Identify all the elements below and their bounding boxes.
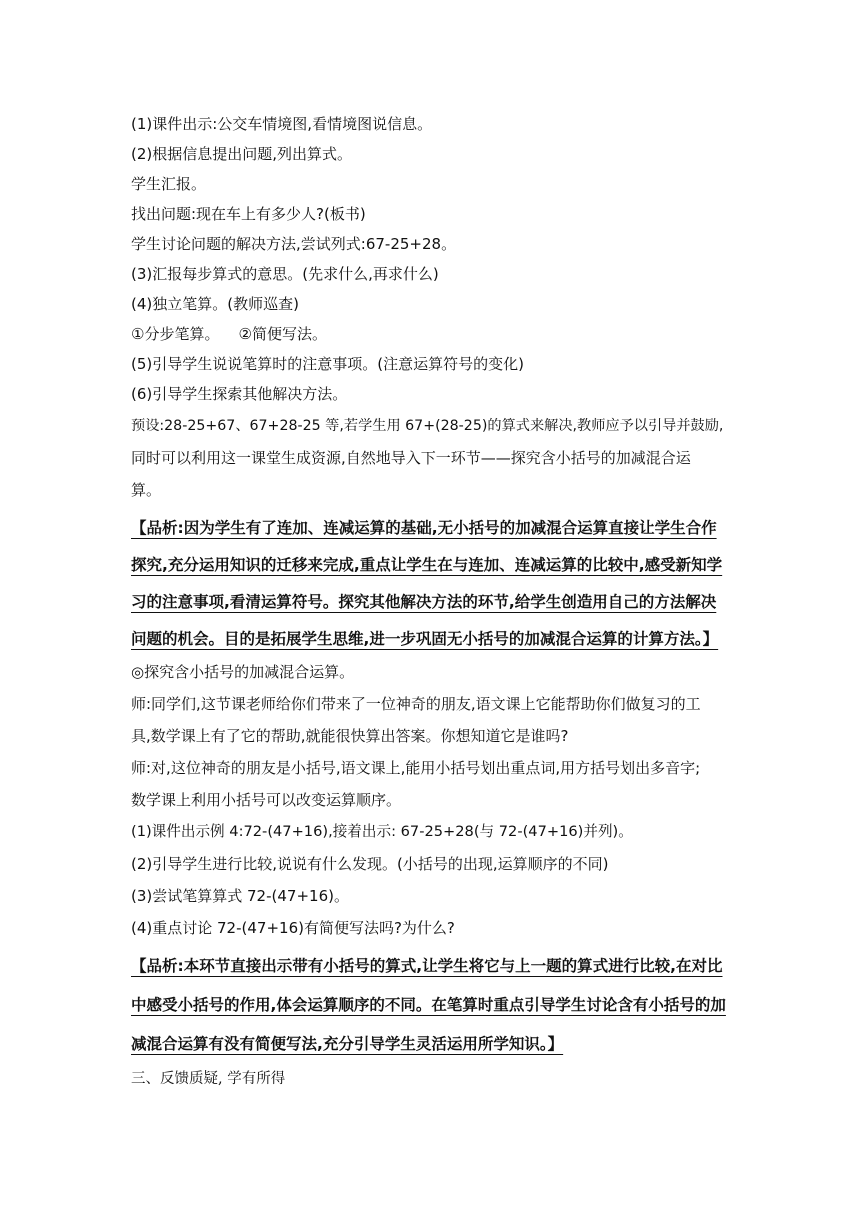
text-line: 算。 <box>131 481 162 499</box>
text-line: (3)汇报每步算式的意思。(先求什么,再求什么) <box>131 265 439 283</box>
text-line: 学生汇报。 <box>131 175 207 193</box>
text-line: 具,数学课上有了它的帮助,就能很快算出答案。你想知道它是谁吗? <box>131 727 569 745</box>
text-line: (4)独立笔算。(教师巡查) <box>131 295 299 313</box>
section-heading: 三、反馈质疑, 学有所得 <box>131 1071 286 1087</box>
text-line: (1)课件出示:公交车情境图,看情境图说信息。 <box>131 115 433 133</box>
analysis-note-line: 中感受小括号的作用,体会运算顺序的不同。在笔算时重点引导学生讨论含有小括号的加 <box>131 996 726 1014</box>
text-line: 数学课上利用小括号可以改变运算顺序。 <box>131 791 402 809</box>
analysis-note-line: 减混合运算有没有简便写法,充分引导学生灵活运用所学知识。】 <box>131 1035 564 1053</box>
text-line: 预设:28-25+67、67+28-25 等,若学生用 67+(28-25)的算式来解决,教师应予以引导并鼓励, <box>131 418 724 434</box>
text-line: (2)根据信息提出问题,列出算式。 <box>131 145 353 163</box>
text-line: (4)重点讨论 72-(47+16)有简便写法吗?为什么? <box>131 919 455 937</box>
text-line: ①分步笔算。 ②简便写法。 <box>131 325 327 343</box>
text-line: 同时可以利用这一课堂生成资源,自然地导入下一环节——探究含小括号的加减混合运 <box>131 449 691 467</box>
analysis-note-line: 习的注意事项,看清运算符号。探究其他解决方法的环节,给学生创造用自己的方法解决 <box>131 593 717 611</box>
text-line: (2)引导学生进行比较,说说有什么发现。(小括号的出现,运算顺序的不同) <box>131 855 609 873</box>
analysis-note-line: 问题的机会。目的是拓展学生思维,进一步巩固无小括号的加减混合运算的计算方法。】 <box>131 630 719 648</box>
text-line: (3)尝试笔算算式 72-(47+16)。 <box>131 887 349 905</box>
text-line: 找出问题:现在车上有多少人?(板书) <box>131 205 366 223</box>
text-line: (1)课件出示例 4:72-(47+16),接着出示: 67-25+28(与 72-(47+16)并列)。 <box>131 823 633 840</box>
analysis-note-line: 【品析:因为学生有了连加、连减运算的基础,无小括号的加减混合运算直接让学生合作 <box>131 519 717 537</box>
text-line: 师:同学们,这节课老师给你们带来了一位神奇的朋友,语文课上它能帮助你们做复习的工 <box>131 695 701 713</box>
text-line: ◎探究含小括号的加减混合运算。 <box>131 663 355 681</box>
text-line: (5)引导学生说说笔算时的注意事项。(注意运算符号的变化) <box>131 355 524 373</box>
text-line: 师:对,这位神奇的朋友是小括号,语文课上,能用小括号划出重点词,用方括号划出多音字; <box>131 759 701 777</box>
text-line: (6)引导学生探索其他解决方法。 <box>131 385 348 403</box>
analysis-note-line: 探究,充分运用知识的迁移来完成,重点让学生在与连加、连减运算的比较中,感受新知学 <box>131 556 723 574</box>
analysis-note-line: 【品析:本环节直接出示带有小括号的算式,让学生将它与上一题的算式进行比较,在对比 <box>131 957 723 975</box>
text-line: 学生讨论问题的解决方法,尝试列式:67-25+28。 <box>131 235 457 253</box>
